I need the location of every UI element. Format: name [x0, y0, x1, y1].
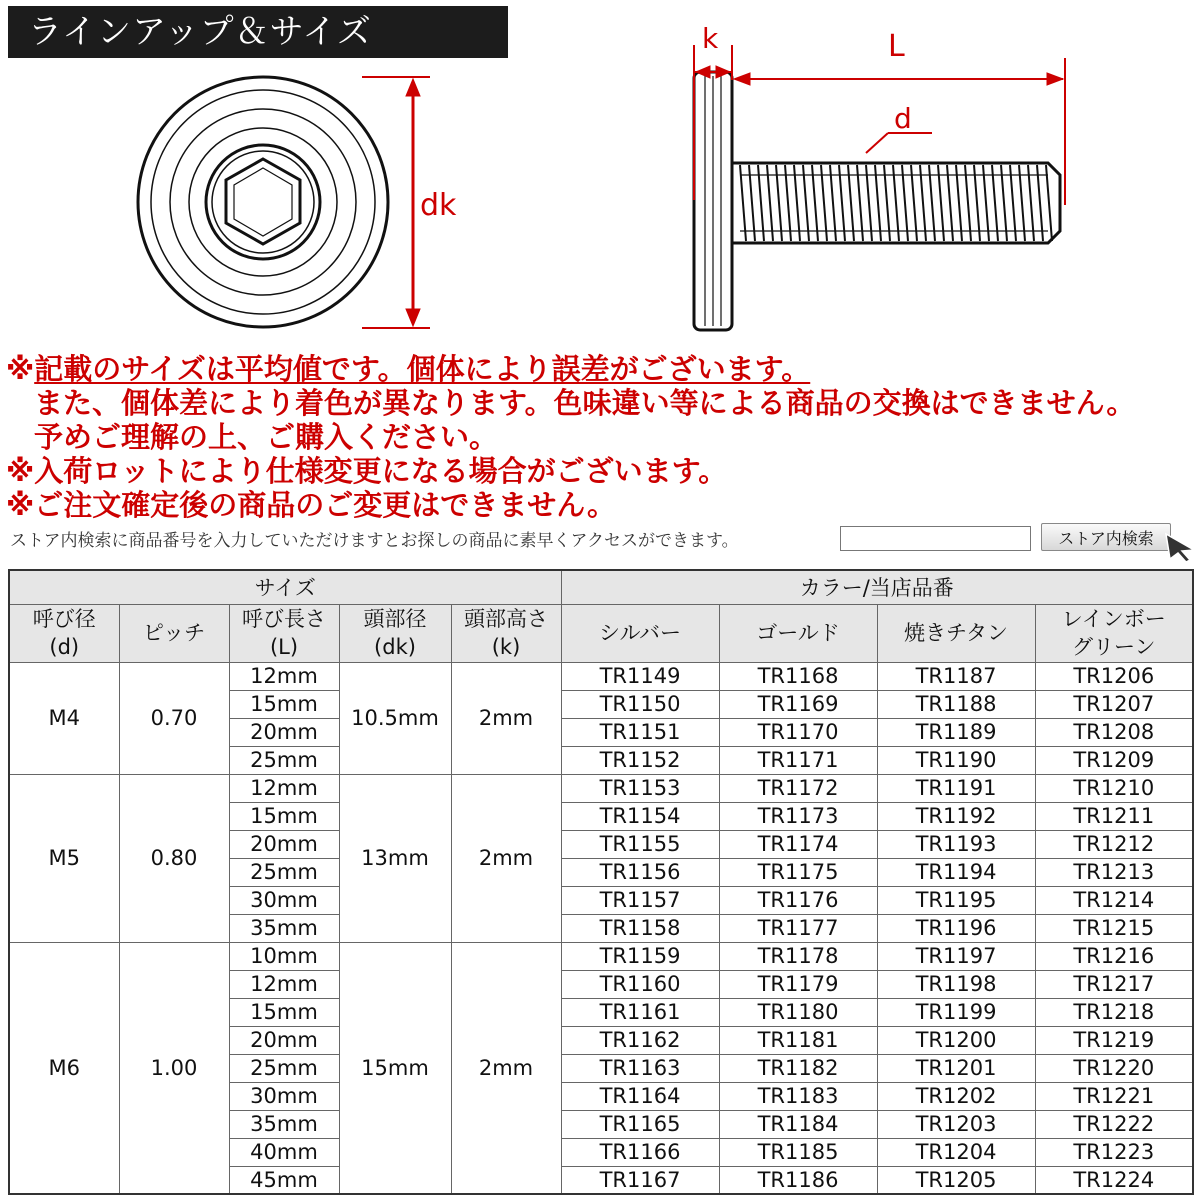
cell-titanium-code: TR1200: [877, 1026, 1035, 1054]
cell-rainbow-code: TR1206: [1035, 662, 1193, 690]
thread-line: [920, 165, 926, 241]
cell-pitch: 0.70: [119, 662, 229, 774]
bolt-threads: [740, 165, 1052, 241]
cell-length: 15mm: [229, 690, 339, 718]
cell-silver-code: TR1164: [561, 1082, 719, 1110]
cell-length: 45mm: [229, 1166, 339, 1194]
L-label: L: [888, 29, 905, 64]
cell-rainbow-code: TR1220: [1035, 1054, 1193, 1082]
cell-gold-code: TR1175: [719, 858, 877, 886]
note-line: ※入荷ロットにより仕様変更になる場合がございます。: [6, 454, 728, 488]
thread-line: [965, 165, 971, 241]
cell-gold-code: TR1172: [719, 774, 877, 802]
thread-line: [902, 165, 908, 241]
cell-rainbow-code: TR1222: [1035, 1110, 1193, 1138]
page-title: ラインアップ＆サイズ: [8, 6, 508, 58]
cell-length: 25mm: [229, 746, 339, 774]
dk-label: dk: [420, 188, 457, 223]
cell-silver-code: TR1151: [561, 718, 719, 746]
header-rainbow: レインボー グリーン: [1035, 604, 1193, 662]
thread-line: [758, 165, 764, 241]
cell-rainbow-code: TR1218: [1035, 998, 1193, 1026]
cell-titanium-code: TR1189: [877, 718, 1035, 746]
cell-length: 25mm: [229, 1054, 339, 1082]
cell-silver-code: TR1155: [561, 830, 719, 858]
cell-titanium-code: TR1194: [877, 858, 1035, 886]
cell-head-height: 2mm: [451, 774, 561, 942]
table-row: [9, 774, 1193, 802]
cell-titanium-code: TR1198: [877, 970, 1035, 998]
thread-line: [1010, 165, 1016, 241]
cell-rainbow-code: TR1217: [1035, 970, 1193, 998]
thread-line: [875, 165, 881, 241]
cell-titanium-code: TR1202: [877, 1082, 1035, 1110]
cell-length: 30mm: [229, 1082, 339, 1110]
cell-length: 30mm: [229, 886, 339, 914]
cell-titanium-code: TR1190: [877, 746, 1035, 774]
thread-line: [983, 165, 989, 241]
cell-silver-code: TR1165: [561, 1110, 719, 1138]
cell-titanium-code: TR1201: [877, 1054, 1035, 1082]
cell-titanium-code: TR1188: [877, 690, 1035, 718]
cell-length: 12mm: [229, 662, 339, 690]
thread-line: [821, 165, 827, 241]
cell-rainbow-code: TR1224: [1035, 1166, 1193, 1194]
cell-length: 15mm: [229, 802, 339, 830]
cell-length: 15mm: [229, 998, 339, 1026]
cell-length: 25mm: [229, 858, 339, 886]
cell-gold-code: TR1170: [719, 718, 877, 746]
cell-gold-code: TR1171: [719, 746, 877, 774]
thread-line: [1037, 165, 1043, 241]
cell-titanium-code: TR1203: [877, 1110, 1035, 1138]
note-line: ※記載のサイズは平均値です。個体により誤差がございます。: [6, 352, 811, 386]
cell-rainbow-code: TR1207: [1035, 690, 1193, 718]
cell-pitch: 0.80: [119, 774, 229, 942]
cell-silver-code: TR1156: [561, 858, 719, 886]
thread-line: [1028, 165, 1034, 241]
cell-length: 12mm: [229, 970, 339, 998]
cell-length: 12mm: [229, 774, 339, 802]
header-dk: 頭部径 (dk): [339, 604, 451, 662]
cell-rainbow-code: TR1221: [1035, 1082, 1193, 1110]
cell-gold-code: TR1174: [719, 830, 877, 858]
cell-titanium-code: TR1191: [877, 774, 1035, 802]
cell-titanium-code: TR1199: [877, 998, 1035, 1026]
cell-silver-code: TR1167: [561, 1166, 719, 1194]
thread-line: [911, 165, 917, 241]
cell-length: 40mm: [229, 1138, 339, 1166]
cell-rainbow-code: TR1223: [1035, 1138, 1193, 1166]
header-L: 呼び長さ (L): [229, 604, 339, 662]
cell-gold-code: TR1176: [719, 886, 877, 914]
cell-head-diameter: 13mm: [339, 774, 451, 942]
cell-gold-code: TR1178: [719, 942, 877, 970]
search-description: ストア内検索に商品番号を入力していただけますとお探しの商品に素早くアクセスができます。: [10, 531, 739, 551]
cell-rainbow-code: TR1209: [1035, 746, 1193, 774]
header-gold: ゴールド: [719, 604, 877, 662]
cell-gold-code: TR1179: [719, 970, 877, 998]
header-group-color: カラー/当店品番: [561, 570, 1193, 604]
cell-length: 10mm: [229, 942, 339, 970]
cell-titanium-code: TR1195: [877, 886, 1035, 914]
cell-length: 35mm: [229, 1110, 339, 1138]
cursor-arrow-icon: [1160, 532, 1200, 562]
cell-titanium-code: TR1196: [877, 914, 1035, 942]
thread-line: [794, 165, 800, 241]
cell-head-diameter: 10.5mm: [339, 662, 451, 774]
store-search: [10, 522, 1195, 556]
header-group-size: サイズ: [9, 570, 561, 604]
cell-silver-code: TR1149: [561, 662, 719, 690]
cell-rainbow-code: TR1213: [1035, 858, 1193, 886]
note-line: ※ご注文確定後の商品のご変更はできません。: [6, 488, 616, 522]
cell-diameter: M6: [9, 942, 119, 1194]
cell-diameter: M4: [9, 662, 119, 774]
cell-titanium-code: TR1197: [877, 942, 1035, 970]
cell-rainbow-code: TR1215: [1035, 914, 1193, 942]
cell-gold-code: TR1173: [719, 802, 877, 830]
cell-silver-code: TR1150: [561, 690, 719, 718]
cell-silver-code: TR1160: [561, 970, 719, 998]
note-line: 予めご理解の上、ご購入ください。: [34, 420, 499, 454]
thread-line: [929, 165, 935, 241]
thread-line: [749, 165, 755, 241]
cell-silver-code: TR1161: [561, 998, 719, 1026]
cell-pitch: 1.00: [119, 942, 229, 1194]
cell-silver-code: TR1163: [561, 1054, 719, 1082]
cell-rainbow-code: TR1219: [1035, 1026, 1193, 1054]
cell-gold-code: TR1168: [719, 662, 877, 690]
table-row: [9, 942, 1193, 970]
thread-line: [785, 165, 791, 241]
header-silver: シルバー: [561, 604, 719, 662]
cell-titanium-code: TR1204: [877, 1138, 1035, 1166]
cell-head-height: 2mm: [451, 662, 561, 774]
note-line: また、個体差により着色が異なります。色味違い等による商品の交換はできません。: [34, 386, 1136, 420]
cell-length: 20mm: [229, 830, 339, 858]
cell-gold-code: TR1169: [719, 690, 877, 718]
cell-rainbow-code: TR1211: [1035, 802, 1193, 830]
thread-line: [992, 165, 998, 241]
thread-line: [947, 165, 953, 241]
thread-line: [848, 165, 854, 241]
bolt-diagram: [0, 0, 1200, 350]
thread-line: [776, 165, 782, 241]
cell-length: 20mm: [229, 718, 339, 746]
thread-line: [956, 165, 962, 241]
cell-rainbow-code: TR1212: [1035, 830, 1193, 858]
cell-silver-code: TR1153: [561, 774, 719, 802]
cell-silver-code: TR1154: [561, 802, 719, 830]
cell-silver-code: TR1158: [561, 914, 719, 942]
thread-line: [767, 165, 773, 241]
cell-gold-code: TR1177: [719, 914, 877, 942]
thread-line: [1019, 165, 1025, 241]
cell-length: 20mm: [229, 1026, 339, 1054]
d-leader: [866, 133, 932, 153]
thread-line: [1046, 165, 1052, 241]
cell-head-height: 2mm: [451, 942, 561, 1194]
header-k: 頭部高さ (k): [451, 604, 561, 662]
cell-gold-code: TR1180: [719, 998, 877, 1026]
thread-line: [1001, 165, 1007, 241]
cell-rainbow-code: TR1210: [1035, 774, 1193, 802]
table-row: [9, 662, 1193, 690]
thread-line: [830, 165, 836, 241]
k-label: k: [702, 22, 719, 55]
cell-silver-code: TR1157: [561, 886, 719, 914]
thread-line: [839, 165, 845, 241]
header-d: 呼び径 (d): [9, 604, 119, 662]
cell-silver-code: TR1159: [561, 942, 719, 970]
thread-line: [803, 165, 809, 241]
cell-gold-code: TR1182: [719, 1054, 877, 1082]
notes-block: [6, 352, 1200, 522]
cell-gold-code: TR1183: [719, 1082, 877, 1110]
thread-line: [740, 165, 746, 241]
thread-line: [884, 165, 890, 241]
cell-titanium-code: TR1192: [877, 802, 1035, 830]
thread-line: [812, 165, 818, 241]
store-search-input[interactable]: [840, 526, 1031, 551]
thread-line: [893, 165, 899, 241]
cell-diameter: M5: [9, 774, 119, 942]
cell-silver-code: TR1152: [561, 746, 719, 774]
header-pitch: ピッチ: [119, 604, 229, 662]
cell-length: 35mm: [229, 914, 339, 942]
thread-line: [866, 165, 872, 241]
cell-silver-code: TR1162: [561, 1026, 719, 1054]
thread-line: [938, 165, 944, 241]
cell-head-diameter: 15mm: [339, 942, 451, 1194]
cell-gold-code: TR1181: [719, 1026, 877, 1054]
cell-gold-code: TR1186: [719, 1166, 877, 1194]
cell-rainbow-code: TR1208: [1035, 718, 1193, 746]
cell-gold-code: TR1185: [719, 1138, 877, 1166]
cell-titanium-code: TR1193: [877, 830, 1035, 858]
cell-silver-code: TR1166: [561, 1138, 719, 1166]
bolt-head-front-view: [138, 77, 388, 327]
header-titanium: 焼きチタン: [877, 604, 1035, 662]
size-spec-table: [8, 569, 1194, 1195]
store-search-button[interactable]: ストア内検索: [1041, 523, 1171, 551]
thread-line: [974, 165, 980, 241]
d-label: d: [894, 102, 912, 135]
thread-line: [857, 165, 863, 241]
cell-titanium-code: TR1205: [877, 1166, 1035, 1194]
cell-rainbow-code: TR1216: [1035, 942, 1193, 970]
cell-rainbow-code: TR1214: [1035, 886, 1193, 914]
cell-titanium-code: TR1187: [877, 662, 1035, 690]
cell-gold-code: TR1184: [719, 1110, 877, 1138]
